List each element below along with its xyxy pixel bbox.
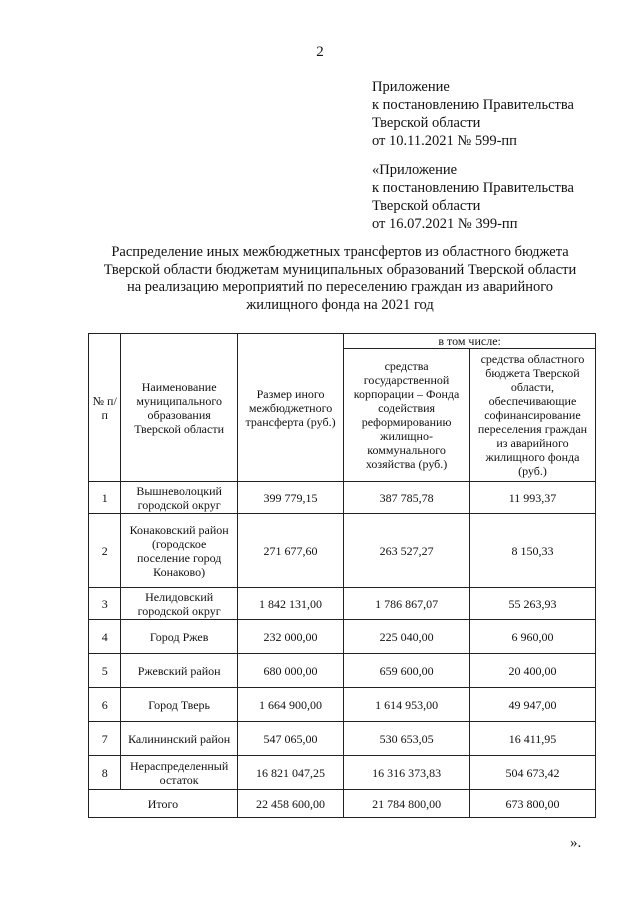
row-num: 3	[89, 588, 121, 620]
row-region: 55 263,93	[469, 588, 595, 620]
row-region: 20 400,00	[469, 654, 595, 688]
row-num: 8	[89, 756, 121, 790]
row-region: 8 150,33	[469, 514, 595, 588]
row-fund: 1 614 953,00	[344, 688, 470, 722]
row-sum: 680 000,00	[237, 654, 343, 688]
table-row	[89, 588, 596, 620]
appendix-header	[372, 78, 574, 150]
header-num: № п/п	[89, 334, 121, 482]
page-number: 2	[316, 44, 324, 60]
header-including: в том числе:	[344, 334, 596, 349]
row-num: 7	[89, 722, 121, 756]
table-row	[89, 620, 596, 654]
distribution-table	[88, 333, 596, 818]
row-name: Конаковский район (городское поселение город Конаково)	[121, 514, 238, 588]
table-row	[89, 654, 596, 688]
table-row	[89, 756, 596, 790]
appendix-line: «Приложение	[372, 162, 458, 178]
row-name: Нераспределенный остаток	[121, 756, 238, 790]
table-row	[89, 722, 596, 756]
row-fund: 530 653,05	[344, 722, 470, 756]
row-fund: 387 785,78	[344, 482, 470, 514]
total-sum: 22 458 600,00	[237, 790, 343, 818]
title-line: на реализацию мероприятий по переселению граждан из аварийного	[126, 279, 554, 295]
title-line: жилищного фонда на 2021 год	[246, 296, 434, 313]
appendix-line: Приложение	[372, 79, 450, 95]
table-row	[89, 688, 596, 722]
row-sum: 547 065,00	[237, 722, 343, 756]
row-sum: 1 664 900,00	[237, 688, 343, 722]
row-region: 16 411,95	[469, 722, 595, 756]
table-row	[89, 514, 596, 588]
row-fund: 16 316 373,83	[344, 756, 470, 790]
row-name: Вышневолоцкий городской округ	[121, 482, 238, 514]
header-name: Наименование муниципального образования Тверской области	[121, 334, 238, 482]
row-name: Ржевский район	[121, 654, 238, 688]
row-num: 1	[89, 482, 121, 514]
header-fund: средства государственной корпорации – Фонда содействия реформированию жилищно-коммунального хозяйства (руб.)	[344, 349, 470, 482]
closing-quote: ».	[570, 835, 582, 851]
row-num: 4	[89, 620, 121, 654]
row-sum: 232 000,00	[237, 620, 343, 654]
appendix-line: Тверской области	[372, 115, 481, 131]
original-appendix-header	[372, 161, 574, 233]
appendix-line: Тверской области	[372, 198, 481, 214]
appendix-line: от 10.11.2021 № 599-пп	[372, 133, 517, 149]
row-sum: 16 821 047,25	[237, 756, 343, 790]
row-sum: 1 842 131,00	[237, 588, 343, 620]
row-fund: 659 600,00	[344, 654, 470, 688]
row-num: 2	[89, 514, 121, 588]
row-region: 6 960,00	[469, 620, 595, 654]
document-title	[80, 244, 600, 314]
title-line: Тверской области бюджетам муниципальных образований Тверской области	[103, 261, 577, 278]
row-fund: 263 527,27	[344, 514, 470, 588]
header-sum: Размер иного межбюджетного трансферта (руб.)	[237, 334, 343, 482]
row-num: 5	[89, 654, 121, 688]
header-region: средства областного бюджета Тверской области, обеспечивающие софинансирование переселения граждан из аварийного жилищного фонда (руб.)	[469, 349, 595, 482]
row-name: Город Тверь	[121, 688, 238, 722]
row-region: 504 673,42	[469, 756, 595, 790]
appendix-line: к постановлению Правительства	[372, 97, 574, 113]
row-name: Калининский район	[121, 722, 238, 756]
row-region: 11 993,37	[469, 482, 595, 514]
title-line: Распределение иных межбюджетных трансфертов из областного бюджета	[111, 244, 569, 260]
row-name: Город Ржев	[121, 620, 238, 654]
appendix-line: от 16.07.2021 № 399-пп	[372, 216, 518, 232]
row-sum: 271 677,60	[237, 514, 343, 588]
row-fund: 1 786 867,07	[344, 588, 470, 620]
row-sum: 399 779,15	[237, 482, 343, 514]
total-region: 673 800,00	[469, 790, 595, 818]
total-fund: 21 784 800,00	[344, 790, 470, 818]
row-num: 6	[89, 688, 121, 722]
total-label: Итого	[89, 790, 238, 818]
row-fund: 225 040,00	[344, 620, 470, 654]
row-region: 49 947,00	[469, 688, 595, 722]
table-row	[89, 482, 596, 514]
row-name: Нелидовский городской округ	[121, 588, 238, 620]
appendix-line: к постановлению Правительства	[372, 180, 574, 196]
